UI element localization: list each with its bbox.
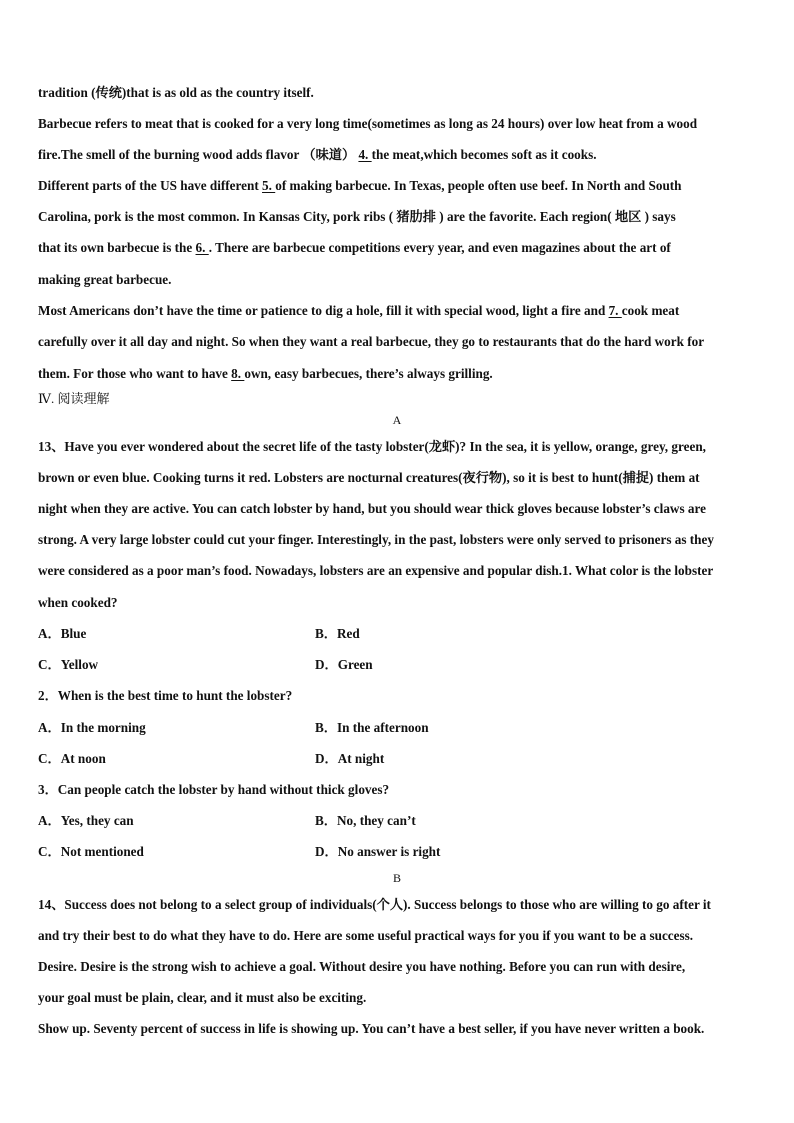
cloze-line: tradition (传统)that is as old as the country itself.	[38, 85, 314, 100]
passage-b-line: Show up. Seventy percent of success in life is showing up. You can’t have a best seller, if you have never written a book.	[38, 1021, 705, 1036]
cloze-text: cook meat	[621, 303, 680, 318]
cloze-line	[38, 177, 682, 195]
q1-option-d[interactable]: D．Green	[315, 657, 373, 672]
cloze-text: . There are barbecue competitions every year, and even magazines about the art of	[208, 240, 671, 255]
passage-a-line: when cooked?	[38, 595, 118, 610]
cloze-line	[38, 302, 679, 320]
cloze-line	[38, 146, 597, 164]
passage-b-label: B	[392, 871, 401, 885]
cloze-line: Carolina, pork is the most common. In Kansas City, pork ribs ( 猪肋排 ) are the favorite. Each region( 地区 ) says	[38, 209, 676, 224]
cloze-line: making great barbecue.	[38, 272, 172, 287]
passage-a-line: strong. A very large lobster could cut your finger. Interestingly, in the past, lobsters were only served to prisoners as they	[38, 532, 714, 547]
passage-a-line: 13、Have you ever wondered about the secret life of the tasty lobster(龙虾)? In the sea, it is yellow, orange, grey, green,	[38, 439, 706, 454]
q2-option-d[interactable]: D．At night	[315, 751, 385, 766]
q3-option-c[interactable]: C．Not mentioned	[38, 844, 144, 859]
cloze-blank-7[interactable]: 7.	[608, 303, 622, 318]
cloze-line	[38, 239, 671, 257]
question-3: 3．Can people catch the lobster by hand without thick gloves?	[38, 782, 390, 797]
q1-option-a[interactable]: A．Blue	[38, 626, 87, 641]
cloze-line	[38, 365, 493, 383]
cloze-blank-4[interactable]: 4.	[358, 147, 372, 162]
passage-a-line: night when they are active. You can catch lobster by hand, but you should wear thick gloves because lobster’s claws are	[38, 501, 706, 516]
cloze-text: of making barbecue. In Texas, people often use beef. In North and South	[275, 178, 682, 193]
cloze-text: that its own barbecue is the	[38, 240, 196, 255]
q2-option-c[interactable]: C．At noon	[38, 751, 106, 766]
passage-b-line: 14、Success does not belong to a select group of individuals(个人). Success belongs to those who are willing to go after it	[38, 897, 711, 912]
passage-b-line: Desire. Desire is the strong wish to achieve a goal. Without desire you have nothing. Before you can run with desire,	[38, 959, 686, 974]
cloze-text: fire.The smell of the burning wood adds flavor （味道）	[38, 147, 359, 162]
cloze-blank-5[interactable]: 5.	[262, 178, 276, 193]
cloze-text: the meat,which becomes soft as it cooks.	[371, 147, 597, 162]
cloze-line: Barbecue refers to meat that is cooked for a very long time(sometimes as long as 24 hours) over low heat from a wood	[38, 116, 698, 131]
passage-a-line: brown or even blue. Cooking turns it red. Lobsters are nocturnal creatures(夜行物), so it is best to hunt(捕捉) them at	[38, 470, 700, 485]
cloze-text: them. For those who want to have	[38, 366, 232, 381]
cloze-text: Most Americans don’t have the time or patience to dig a hole, fill it with special wood, light a fire and	[38, 303, 609, 318]
q3-option-d[interactable]: D．No answer is right	[315, 844, 441, 859]
q2-option-b[interactable]: B．In the afternoon	[315, 720, 429, 735]
passage-a-line: were considered as a poor man’s food. Nowadays, lobsters are an expensive and popular dish.1. What color is the lobster	[38, 563, 714, 578]
q3-option-a[interactable]: A．Yes, they can	[38, 813, 134, 828]
cloze-line: carefully over it all day and night. So when they want a real barbecue, they go to restaurants that do the hard work for	[38, 334, 705, 349]
cloze-text: own, easy barbecues, there’s always grilling.	[244, 366, 493, 381]
q2-option-a[interactable]: A．In the morning	[38, 720, 146, 735]
cloze-blank-6[interactable]: 6.	[195, 240, 209, 255]
section-heading: Ⅳ. 阅读理解	[38, 391, 110, 406]
passage-b-line: and try their best to do what they have to do. Here are some useful practical ways for you if you want to be a success.	[38, 928, 694, 943]
q1-option-c[interactable]: C．Yellow	[38, 657, 99, 672]
question-2: 2．When is the best time to hunt the lobster?	[38, 688, 293, 703]
cloze-text: Different parts of the US have different	[38, 178, 263, 193]
passage-b-line: your goal must be plain, clear, and it must also be exciting.	[38, 990, 367, 1005]
q3-option-b[interactable]: B．No, they can’t	[315, 813, 416, 828]
cloze-blank-8[interactable]: 8.	[231, 366, 245, 381]
q1-option-b[interactable]: B．Red	[315, 626, 360, 641]
passage-a-label: A	[392, 413, 402, 427]
